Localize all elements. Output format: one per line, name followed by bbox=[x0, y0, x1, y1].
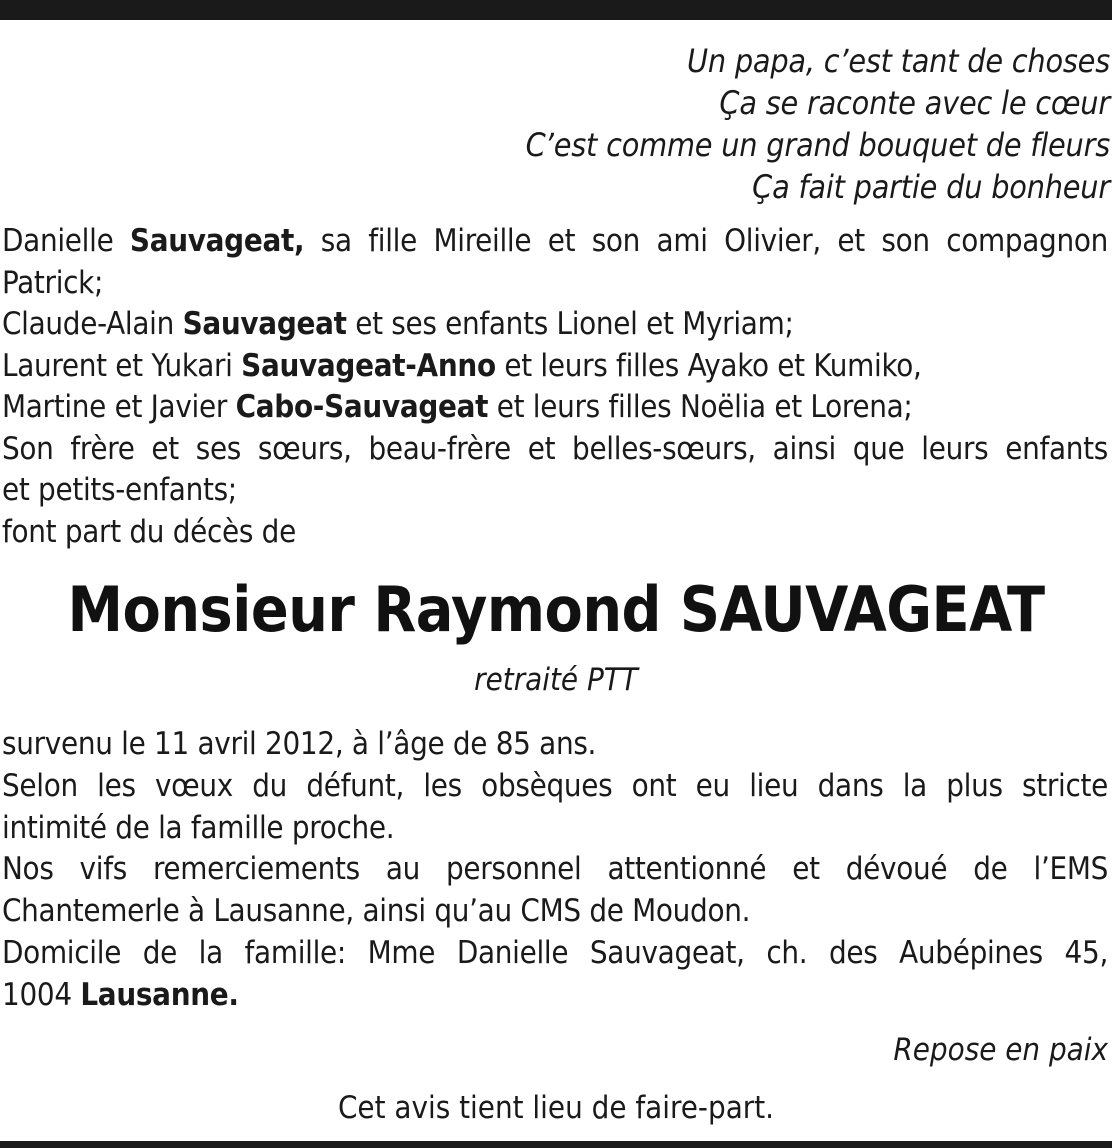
family-line: Son frère et ses sœurs, beau-frère et belles-sœurs, ainsi que leurs enfants bbox=[2, 430, 1108, 467]
poem-line: Ça fait partie du bonheur bbox=[752, 168, 1110, 206]
family-line: Patrick; bbox=[2, 264, 104, 301]
bottom-border-rule bbox=[0, 1141, 1112, 1148]
text-fragment: Danielle bbox=[2, 223, 130, 259]
family-surname: Cabo-Sauvageat bbox=[235, 389, 489, 425]
family-announcement bbox=[2, 221, 1108, 553]
text-fragment: et leurs filles Noëlia et Lorena; bbox=[488, 389, 913, 425]
family-line bbox=[2, 346, 1108, 388]
details-line: Chantemerle à Lausanne, ainsi qu’au CMS de Moudon. bbox=[2, 893, 751, 930]
family-line: font part du décès de bbox=[2, 513, 296, 550]
text-fragment: et ses enfants Lionel et Myriam; bbox=[346, 306, 794, 342]
faire-part-notice: Cet avis tient lieu de faire-part. bbox=[337, 1090, 775, 1126]
details-block bbox=[2, 724, 1108, 1017]
deceased-name: Monsieur Raymond SAUVAGEAT bbox=[67, 573, 1045, 646]
family-surname: Sauvageat, bbox=[129, 223, 305, 259]
poem-block bbox=[10, 40, 1110, 208]
top-border-rule bbox=[0, 0, 1112, 20]
poem-line: Ça se raconte avec le cœur bbox=[719, 84, 1110, 122]
family-surname: Sauvageat-Anno bbox=[241, 347, 496, 384]
deceased-occupation: retraité PTT bbox=[474, 662, 638, 698]
text-fragment: Laurent et Yukari bbox=[2, 347, 242, 384]
text-fragment: 1004 bbox=[2, 976, 81, 1013]
text-fragment: sa fille Mireille et son ami Olivier, et son compagnon bbox=[304, 223, 1108, 259]
details-line: Selon les vœux du défunt, les obsèques ont eu lieu dans la plus stricte bbox=[2, 767, 1108, 804]
text-fragment: Claude-Alain bbox=[2, 306, 183, 342]
details-line: survenu le 11 avril 2012, à l’âge de 85 ans. bbox=[2, 726, 597, 762]
family-line bbox=[2, 221, 1108, 263]
details-line: Nos vifs remerciements au personnel attentionné et dévoué de l’EMS bbox=[2, 851, 1108, 888]
family-line bbox=[2, 304, 1108, 346]
city-name: Lausanne. bbox=[80, 976, 239, 1013]
family-line: et petits-enfants; bbox=[2, 472, 237, 508]
repose-en-paix: Repose en paix bbox=[893, 1032, 1108, 1068]
details-line: Domicile de la famille: Mme Danielle Sauvageat, ch. des Aubépines 45, bbox=[2, 934, 1108, 971]
text-fragment: et leurs filles Ayako et Kumiko, bbox=[495, 347, 922, 384]
text-fragment: Martine et Javier bbox=[2, 389, 236, 425]
details-line bbox=[2, 975, 1108, 1017]
poem-line: C’est comme un grand bouquet de fleurs bbox=[525, 126, 1110, 164]
poem-line: Un papa, c’est tant de choses bbox=[686, 42, 1110, 80]
details-line: intimité de la famille proche. bbox=[2, 809, 395, 846]
family-line bbox=[2, 387, 1108, 429]
family-surname: Sauvageat bbox=[182, 306, 347, 342]
